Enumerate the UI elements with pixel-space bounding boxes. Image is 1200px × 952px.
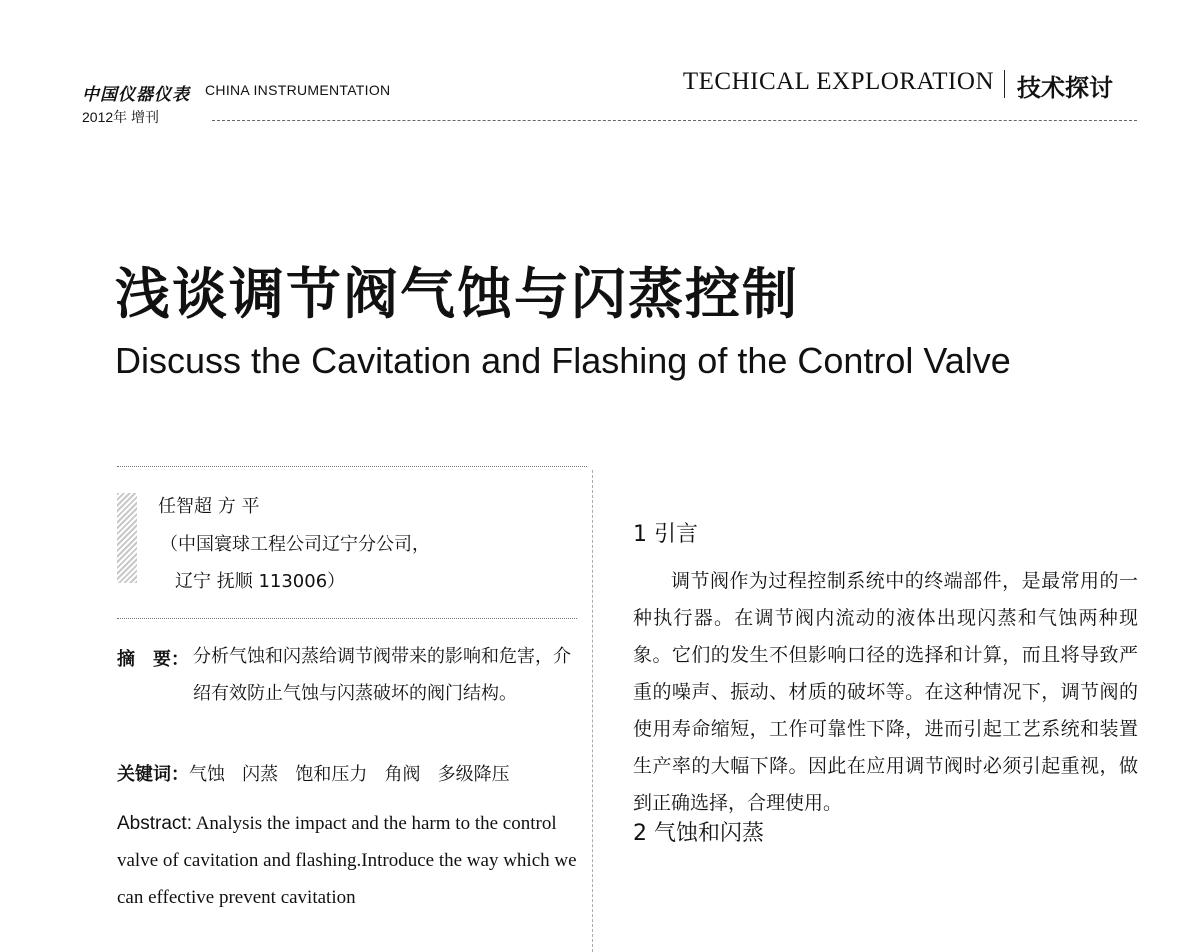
- keywords-label: 关键词：: [117, 764, 189, 785]
- author-names: 任智超 方 平: [158, 496, 260, 517]
- header-rule: [212, 120, 1137, 121]
- abstract-text-en: Analysis the impact and the harm to the control valve of cavitation and flashing.Introduce the way which we can effective prevent cavitation: [117, 813, 577, 908]
- abstract-label-en: Abstract:: [117, 813, 192, 834]
- keywords-line: [117, 756, 510, 793]
- section-1-paragraph: 调节阀作为过程控制系统中的终端部件，是最常用的一种执行器。在调节阀内流动的液体出现闪蒸和气蚀两种现象。它们的发生不但影响口径的选择和计算，而且将导致严重的噪声、振动、材质的破坏等。在这种情况下，调节阀的使用寿命缩短，工作可靠性下降，进而引起工艺系统和装置生产率的大幅下降。因此在应用调节阀时必须引起重视，做到正确选择，合理使用。: [633, 570, 1138, 814]
- section-heading-1: 1 引言: [633, 522, 698, 547]
- affiliation-line-1: （中国寰球工程公司辽宁分公司，: [160, 534, 430, 555]
- decorative-pattern: [117, 493, 137, 583]
- keywords-text: 气蚀 闪蒸 饱和压力 角阀 多级降压: [189, 764, 510, 785]
- author-block-top-rule: [117, 466, 587, 467]
- article-title-cn: 浅谈调节阀气蚀与闪蒸控制: [115, 262, 800, 326]
- author-block-bottom-rule: [117, 618, 577, 619]
- abstract-en: [117, 805, 577, 916]
- journal-name-en: CHINA INSTRUMENTATION: [205, 82, 391, 98]
- section-1-body: [633, 563, 1138, 822]
- section-name-en: TECHICAL EXPLORATION: [682, 68, 994, 95]
- article-title-en: Discuss the Cavitation and Flashing of the Control Valve: [115, 340, 1011, 381]
- section-separator: [1004, 70, 1005, 98]
- abstract-text-cn: 分析气蚀和闪蒸给调节阀带来的影响和危害，介绍有效防止气蚀与闪蒸破坏的阀门结构。: [193, 646, 571, 704]
- abstract-label-cn: 摘 要：: [117, 649, 189, 670]
- section-name-cn: 技术探讨: [1017, 74, 1113, 102]
- section-heading-2: 2 气蚀和闪蒸: [633, 821, 764, 846]
- affiliation-line-2: 辽宁 抚顺 113006）: [175, 571, 346, 592]
- issue-label: 2012年 增刊: [82, 109, 160, 125]
- column-divider: [592, 470, 593, 952]
- journal-name-cn: 中国仪器仪表: [82, 85, 190, 105]
